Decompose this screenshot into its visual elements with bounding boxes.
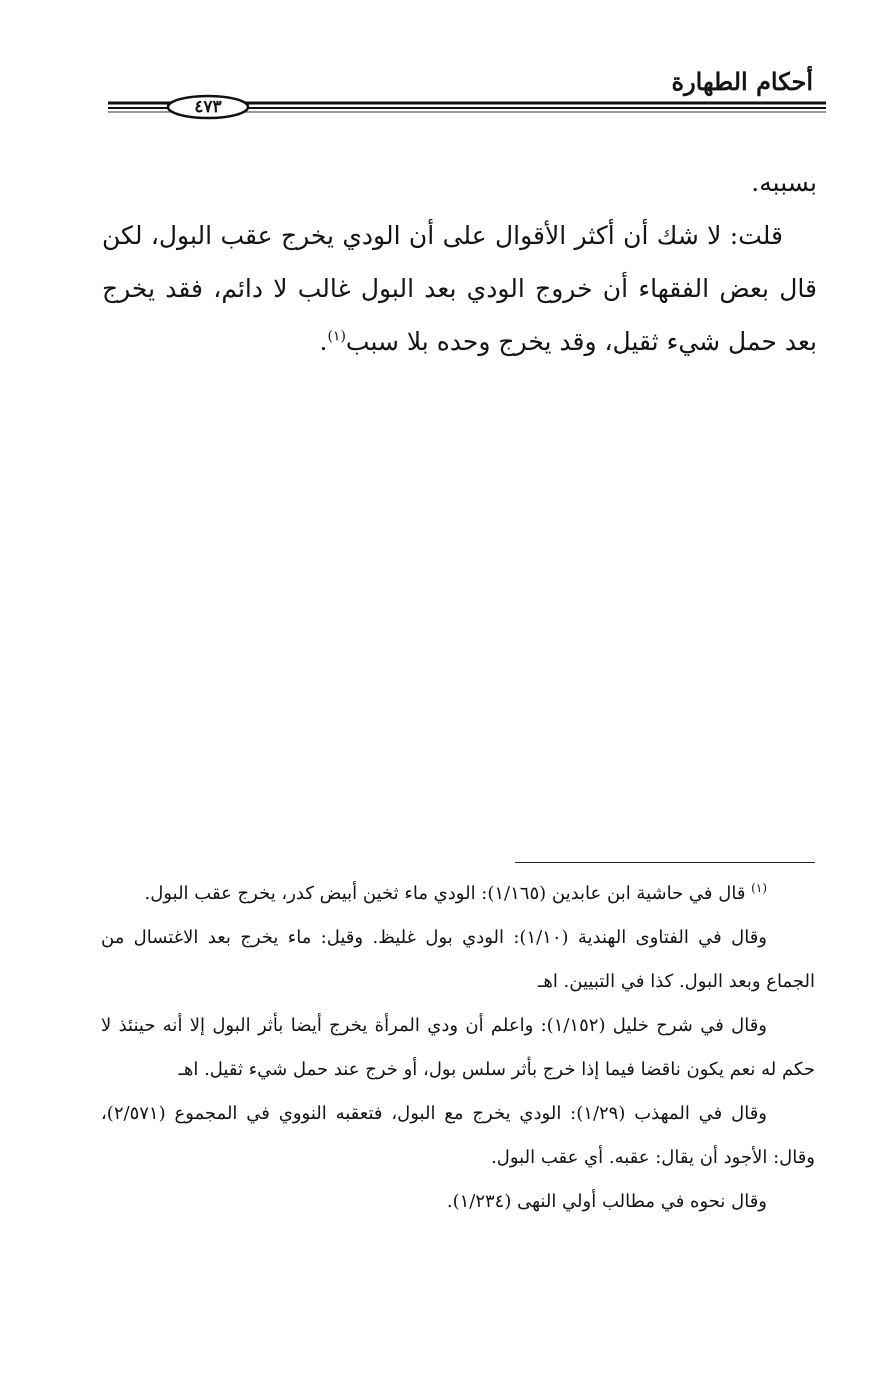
footnote-marker: (١)	[751, 881, 767, 895]
footnote-item: وقال في شرح خليل (١/١٥٢): واعلم أن ودي المرأة يخرج أيضا بأثر البول إلا أنه حينئذ لا حكم له نعم يكون ناقضا فيما إذا خرج بأثر سلس بول، أو خرج عند حمل شيء ثقيل. اهـ	[101, 1015, 815, 1080]
footnotes	[101, 872, 815, 1224]
continuation-line: بسببه.	[751, 168, 817, 197]
paragraph-text: قلت: لا شك أن أكثر الأقوال على أن الودي يخرج عقب البول، لكن قال بعض الفقهاء أن خروج الودي بعد البول غالب لا دائم، فقد يخرج بعد حمل شيء ثقيل، وقد يخرج وحده بلا سبب	[102, 221, 817, 356]
footnote-ref[interactable]: (١)	[327, 328, 346, 345]
running-title: أحكام الطهارة	[671, 67, 813, 96]
footnote-item: $^{(١)}$ قال في حاشية ابن عابدين (١/١٦٥): الودي ماء ثخين أبيض كدر، يخرج عقب البول.	[144, 881, 767, 904]
footnote-item: وقال في المهذب (١/٢٩): الودي يخرج مع البول، فتعقبه النووي في المجموع (٢/٥٧١)، وقال: الأجود أن يقال: عقبه. أي عقب البول.	[101, 1103, 815, 1168]
footnote-separator	[515, 862, 815, 863]
paragraph-end: .	[319, 327, 328, 356]
main-text	[102, 156, 817, 368]
main-paragraph	[102, 209, 817, 368]
page-number: ٤٧٣	[194, 97, 222, 117]
footnote-item: وقال نحوه في مطالب أولي النهى (١/٢٣٤).	[446, 1191, 767, 1212]
footnote-item: وقال في الفتاوى الهندية (١/١٠): الودي بول غليظ. وقيل: ماء يخرج بعد الاغتسال من الجماع وبعد البول. كذا في التبيين. اهـ	[101, 927, 815, 992]
